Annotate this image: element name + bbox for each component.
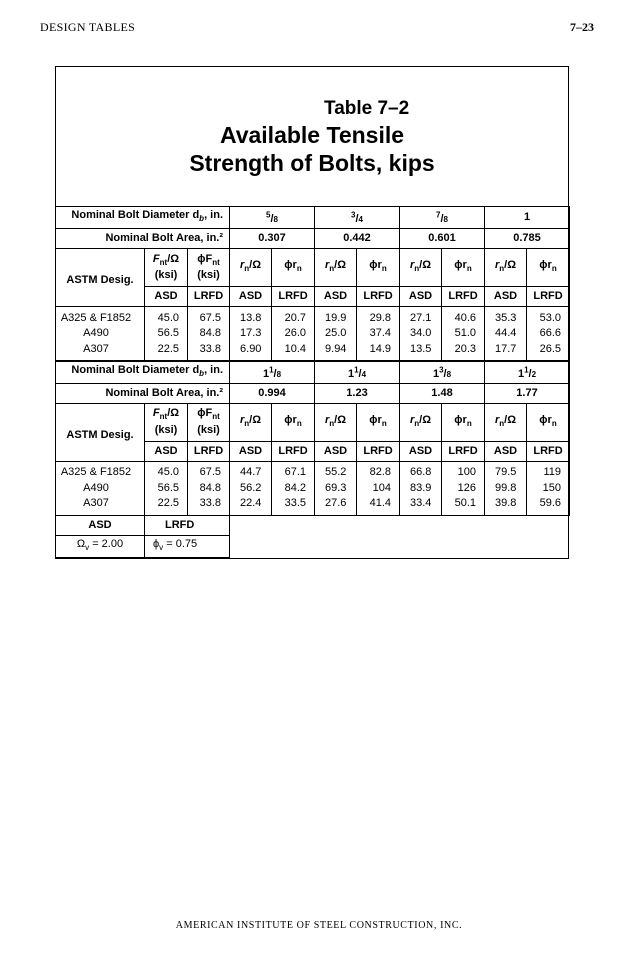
bolt-diameter-value: $^7$/8 (436, 210, 448, 226)
diameter-unit: , in. (204, 209, 224, 222)
asd-strength-value: 44.7 (230, 461, 272, 480)
fnt-lrfd-value: 33.8 (188, 497, 230, 516)
lrfd-strength-value: 29.8 (357, 307, 400, 326)
rn-tail: /Ω (504, 413, 517, 426)
rn-lrfd-header (442, 403, 485, 441)
fnt-asd-value: 56.5 (145, 480, 188, 497)
lrfd-strength-value: 26.0 (272, 325, 315, 342)
rn-lrfd-header (272, 403, 315, 441)
astm-designation: A490 (56, 480, 145, 497)
table-row (56, 307, 570, 326)
table-row (56, 361, 570, 383)
area-label: Nominal Bolt Area, in.² (56, 383, 230, 403)
asd-strength-value: 19.9 (315, 307, 357, 326)
rn-tail: /Ω (334, 413, 347, 426)
rn-tail: /Ω (334, 259, 347, 272)
omega-symbol: Ω (76, 537, 86, 550)
lrfd-strength-value: 41.4 (357, 497, 400, 516)
bolt-area: 0.994 (230, 383, 315, 403)
rn-symbol: r (409, 259, 415, 272)
bolt-diameter (230, 361, 315, 383)
phi-rn-symbol: ϕr (454, 259, 467, 272)
fnt-lrfd-value: 84.8 (188, 325, 230, 342)
area-label: Nominal Bolt Area, in.² (56, 229, 230, 249)
bolt-area: 1.77 (485, 383, 570, 403)
phi-sub: v (159, 543, 164, 553)
rn-lrfd-header (357, 403, 400, 441)
phi-symbol: ϕ (153, 537, 160, 550)
asd-strength-value: 69.3 (315, 480, 357, 497)
lrfd-strength-value: 50.1 (442, 497, 485, 516)
rn-sub: n (466, 264, 472, 274)
fnt-sub: nt (212, 258, 220, 268)
bolt-area: 0.307 (230, 229, 315, 249)
rn-lrfd-header (527, 403, 570, 441)
rn-sub: n (414, 264, 420, 274)
phi-rn-symbol: ϕr (284, 413, 297, 426)
astm-designation: A307 (56, 342, 145, 361)
rn-asd-header (400, 249, 442, 287)
fnt-lrfd-value: 67.5 (188, 461, 230, 480)
rn-sub: n (414, 419, 420, 429)
table-row (56, 461, 570, 480)
bolt-diameter-value: $^5$/8 (266, 210, 278, 226)
rn-sub: n (499, 419, 505, 429)
lrfd-strength-value: 100 (442, 461, 485, 480)
table-row (56, 480, 570, 497)
bolt-area: 1.23 (315, 383, 400, 403)
table-number: Table 7–2 (324, 98, 410, 119)
phi-rn-symbol: ϕr (454, 413, 467, 426)
bolt-strength-table (55, 206, 570, 558)
lrfd-strength-value: 59.6 (527, 497, 570, 516)
rn-tail: /Ω (419, 259, 432, 272)
lrfd-strength-value: 104 (357, 480, 400, 497)
astm-designation: A490 (56, 325, 145, 342)
rn-sub: n (381, 419, 387, 429)
phi-rn-symbol: ϕr (539, 413, 552, 426)
fnt-asd-header (145, 249, 188, 287)
rn-sub: n (244, 419, 250, 429)
bolt-diameter-value: $1^1/2$ (517, 365, 537, 381)
fnt-lrfd-value: 33.8 (188, 342, 230, 361)
fnt-lrfd-value: 67.5 (188, 307, 230, 326)
rn-sub: n (329, 419, 335, 429)
publisher-footer: AMERICAN INSTITUTE OF STEEL CONSTRUCTION, INC. (175, 920, 463, 931)
table-row (56, 249, 570, 287)
fnt-tail: /Ω (167, 407, 180, 420)
running-header-left: DESIGN TABLES (40, 20, 136, 34)
factor-lrfd-label: LRFD (145, 515, 230, 535)
phi-rn-symbol: ϕr (369, 259, 382, 272)
asd-label: ASD (400, 287, 442, 307)
table-row (56, 403, 570, 441)
rn-asd-header (230, 249, 272, 287)
omega-factor (56, 535, 145, 557)
asd-strength-value: 27.6 (315, 497, 357, 516)
phi-fnt-symbol: ϕF (197, 407, 213, 420)
lrfd-strength-value: 33.5 (272, 497, 315, 516)
fnt-asd-value: 22.5 (145, 497, 188, 516)
diameter-label (56, 207, 230, 229)
bolt-diameter-value: 1 (523, 211, 531, 223)
rn-asd-header (230, 403, 272, 441)
diameter-label-text: Nominal Bolt Diameter d (71, 364, 200, 377)
bolt-diameter (485, 207, 570, 229)
lrfd-strength-value: 67.1 (272, 461, 315, 480)
asd-strength-value: 39.8 (485, 497, 527, 516)
factor-asd-label: ASD (56, 515, 145, 535)
bolt-diameter (400, 361, 485, 383)
lrfd-strength-value: 20.3 (442, 342, 485, 361)
rn-symbol: r (324, 413, 330, 426)
asd-label: ASD (485, 441, 527, 461)
rn-lrfd-header (527, 249, 570, 287)
lrfd-strength-value: 37.4 (357, 325, 400, 342)
fnt-symbol: F (152, 407, 160, 420)
lrfd-strength-value: 26.5 (527, 342, 570, 361)
fnt-asd-header (145, 403, 188, 441)
rn-sub: n (244, 264, 250, 274)
lrfd-strength-value: 14.9 (357, 342, 400, 361)
rn-tail: /Ω (419, 413, 432, 426)
asd-strength-value: 55.2 (315, 461, 357, 480)
asd-label: ASD (485, 287, 527, 307)
table-row (56, 383, 570, 403)
lrfd-label: LRFD (188, 287, 230, 307)
rn-sub: n (296, 419, 302, 429)
rn-sub: n (551, 419, 557, 429)
asd-strength-value: 22.4 (230, 497, 272, 516)
astm-designation: A325 & F1852 (56, 461, 145, 480)
asd-strength-value: 99.8 (485, 480, 527, 497)
asd-strength-value: 34.0 (400, 325, 442, 342)
bolt-diameter-value: $1^1/4$ (347, 365, 367, 381)
fnt-symbol: F (152, 252, 160, 265)
asd-label: ASD (230, 441, 272, 461)
table-row (56, 497, 570, 516)
rn-tail: /Ω (504, 259, 517, 272)
asd-label: ASD (400, 441, 442, 461)
phi-rn-symbol: ϕr (369, 413, 382, 426)
asd-label: ASD (315, 287, 357, 307)
lrfd-strength-value: 20.7 (272, 307, 315, 326)
asd-strength-value: 66.8 (400, 461, 442, 480)
rn-symbol: r (239, 259, 245, 272)
bolt-diameter (230, 207, 315, 229)
fnt-sub: nt (159, 412, 168, 422)
asd-strength-value: 35.3 (485, 307, 527, 326)
asd-label: ASD (145, 287, 188, 307)
asd-strength-value: 17.3 (230, 325, 272, 342)
bolt-area: 0.601 (400, 229, 485, 249)
lrfd-strength-value: 82.8 (357, 461, 400, 480)
rn-asd-header (315, 249, 357, 287)
lrfd-label: LRFD (272, 287, 315, 307)
lrfd-label: LRFD (527, 287, 570, 307)
diameter-sub: b (199, 369, 205, 379)
fnt-lrfd-header (188, 403, 230, 441)
bolt-diameter-value: $^3$/4 (351, 210, 363, 226)
rn-asd-header (400, 403, 442, 441)
rn-sub: n (381, 264, 387, 274)
rn-symbol: r (324, 259, 330, 272)
lrfd-strength-value: 10.4 (272, 342, 315, 361)
bolt-area: 0.785 (485, 229, 570, 249)
table-row (56, 229, 570, 249)
lrfd-strength-value: 119 (527, 461, 570, 480)
lrfd-strength-value: 40.6 (442, 307, 485, 326)
fnt-asd-value: 56.5 (145, 325, 188, 342)
page-number: 7–23 (570, 20, 594, 34)
phi-factor (145, 535, 230, 557)
rn-sub: n (466, 419, 472, 429)
table-row (56, 207, 570, 229)
diameter-label-text: Nominal Bolt Diameter d (71, 209, 200, 222)
lrfd-strength-value: 53.0 (527, 307, 570, 326)
astm-designation: A307 (56, 497, 145, 516)
table-title-line2: Strength of Bolts, kips (189, 150, 435, 176)
asd-strength-value: 33.4 (400, 497, 442, 516)
rn-asd-header (485, 249, 527, 287)
fnt-asd-value: 45.0 (145, 461, 188, 480)
asd-strength-value: 6.90 (230, 342, 272, 361)
phi-value: = 0.75 (163, 537, 198, 550)
asd-strength-value: 13.8 (230, 307, 272, 326)
diameter-label (56, 361, 230, 383)
lrfd-strength-value: 51.0 (442, 325, 485, 342)
asd-strength-value: 27.1 (400, 307, 442, 326)
rn-symbol: r (239, 413, 245, 426)
ksi-unit: (ksi) (154, 423, 178, 436)
asd-strength-value: 56.2 (230, 480, 272, 497)
fnt-sub: nt (212, 412, 220, 422)
rn-symbol: r (494, 259, 500, 272)
table-row (56, 325, 570, 342)
asd-strength-value: 44.4 (485, 325, 527, 342)
lrfd-label: LRFD (357, 287, 400, 307)
lrfd-label: LRFD (442, 287, 485, 307)
asd-strength-value: 17.7 (485, 342, 527, 361)
bolt-diameter (315, 361, 400, 383)
rn-symbol: r (409, 413, 415, 426)
rn-lrfd-header (442, 249, 485, 287)
bolt-diameter (400, 207, 485, 229)
asd-strength-value: 13.5 (400, 342, 442, 361)
asd-strength-value: 79.5 (485, 461, 527, 480)
phi-rn-symbol: ϕr (539, 259, 552, 272)
asd-label: ASD (315, 441, 357, 461)
fnt-asd-value: 45.0 (145, 307, 188, 326)
diameter-sub: b (199, 214, 205, 224)
fnt-sub: nt (159, 258, 168, 268)
rn-lrfd-header (272, 249, 315, 287)
rn-tail: /Ω (249, 259, 262, 272)
fnt-lrfd-header (188, 249, 230, 287)
lrfd-label: LRFD (442, 441, 485, 461)
rn-sub: n (551, 264, 557, 274)
bolt-diameter (485, 361, 570, 383)
lrfd-strength-value: 150 (527, 480, 570, 497)
rn-symbol: r (494, 413, 500, 426)
asd-strength-value: 83.9 (400, 480, 442, 497)
bolt-area: 1.48 (400, 383, 485, 403)
asd-label: ASD (145, 441, 188, 461)
rn-tail: /Ω (249, 413, 262, 426)
asd-strength-value: 9.94 (315, 342, 357, 361)
rn-sub: n (296, 264, 302, 274)
omega-value: = 2.00 (89, 537, 124, 550)
lrfd-label: LRFD (357, 441, 400, 461)
fnt-lrfd-value: 84.8 (188, 480, 230, 497)
astm-label: ASTM Desig. (56, 403, 145, 461)
diameter-unit: , in. (204, 364, 224, 377)
lrfd-label: LRFD (188, 441, 230, 461)
bolt-diameter (315, 207, 400, 229)
bolt-area: 0.442 (315, 229, 400, 249)
fnt-tail: /Ω (167, 252, 180, 265)
lrfd-label: LRFD (272, 441, 315, 461)
ksi-unit: (ksi) (197, 269, 220, 282)
fnt-asd-value: 22.5 (145, 342, 188, 361)
rn-lrfd-header (357, 249, 400, 287)
lrfd-label: LRFD (527, 441, 570, 461)
bolt-diameter-value: $1^3/8$ (432, 365, 452, 381)
rn-sub: n (499, 264, 505, 274)
blank-area (230, 515, 570, 557)
rn-sub: n (329, 264, 335, 274)
table-title-line1: Available Tensile (219, 122, 405, 148)
rn-asd-header (315, 403, 357, 441)
lrfd-strength-value: 126 (442, 480, 485, 497)
asd-label: ASD (230, 287, 272, 307)
rn-asd-header (485, 403, 527, 441)
bolt-diameter-value: $1^1/8$ (262, 365, 282, 381)
table-row (56, 342, 570, 361)
lrfd-strength-value: 84.2 (272, 480, 315, 497)
astm-label: ASTM Desig. (56, 249, 145, 307)
phi-rn-symbol: ϕr (284, 259, 297, 272)
omega-sub: v (85, 543, 90, 553)
lrfd-strength-value: 66.6 (527, 325, 570, 342)
phi-fnt-symbol: ϕF (197, 252, 213, 265)
ksi-unit: (ksi) (197, 423, 220, 436)
table-row (56, 515, 570, 535)
ksi-unit: (ksi) (154, 269, 178, 282)
asd-strength-value: 25.0 (315, 325, 357, 342)
astm-designation: A325 & F1852 (56, 307, 145, 326)
